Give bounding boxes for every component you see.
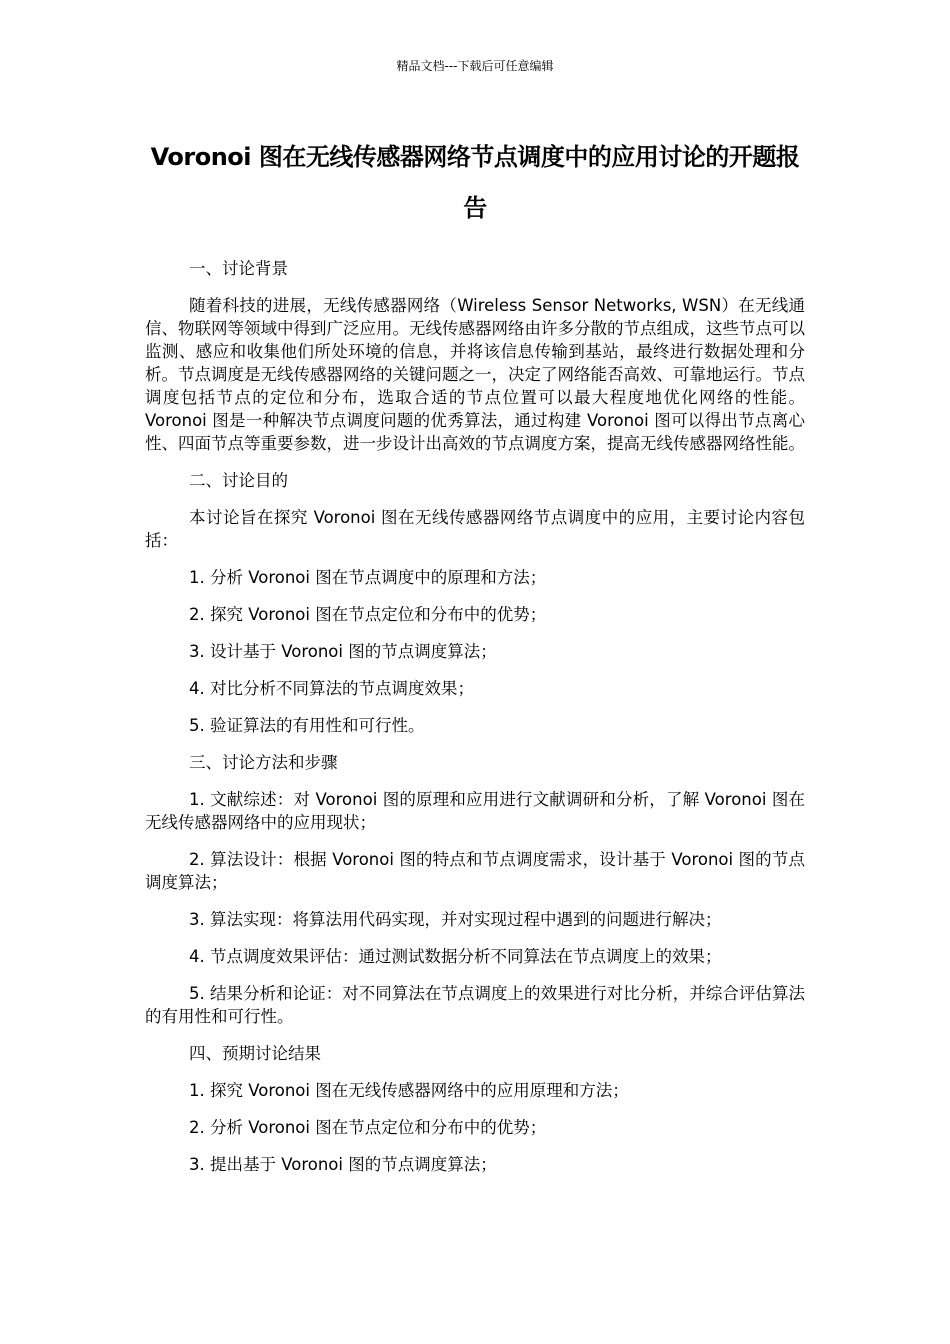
purpose-item: 4. 对比分析不同算法的节点调度效果；	[189, 679, 474, 698]
section-heading-background: 一、讨论背景	[189, 259, 288, 278]
results-item: 1. 探究 Voronoi 图在无线传感器网络中的应用原理和方法；	[189, 1081, 629, 1100]
method-item: 2. 算法设计：根据 Voronoi 图的特点和节点调度需求，设计基于 Voronoi 图的节点调度算法；	[145, 850, 805, 892]
method-item: 1. 文献综述：对 Voronoi 图的原理和应用进行文献调研和分析，了解 Voronoi 图在无线传感器网络中的应用现状；	[145, 790, 805, 832]
method-item: 3. 算法实现：将算法用代码实现，并对实现过程中遇到的问题进行解决；	[189, 910, 722, 929]
section-heading-method: 三、讨论方法和步骤	[189, 753, 338, 772]
section-heading-purpose: 二、讨论目的	[189, 471, 288, 490]
paragraph-purpose-intro: 本讨论旨在探究 Voronoi 图在无线传感器网络节点调度中的应用，主要讨论内容包括：	[145, 508, 805, 550]
method-item: 4. 节点调度效果评估：通过测试数据分析不同算法在节点调度上的效果；	[189, 947, 722, 966]
paragraph-background: 随着科技的进展，无线传感器网络（Wireless Sensor Networks, WSN）在无线通信、物联网等领域中得到广泛应用。无线传感器网络由许多分散的节点组成，这些节点可以监测、感应和收集他们所处环境的信息，并将该信息传输到基站，最终进行数据处理和分析。节点调度是无线传感器网络的关键问题之一，决定了网络能否高效、可靠地运行。节点调度包括节点的定位和分布，选取合适的节点位置可以最大程度地优化网络的性能。Voronoi 图是一种解决节点调度问题的优秀算法，通过构建 Voronoi 图可以得出节点离心性、四面节点等重要参数，进一步设计出高效的节点调度方案，提高无线传感器网络性能。	[145, 296, 805, 453]
purpose-item: 5. 验证算法的有用性和可行性。	[189, 716, 425, 735]
purpose-item: 2. 探究 Voronoi 图在节点定位和分布中的优势；	[189, 605, 547, 624]
method-item: 5. 结果分析和论证：对不同算法在节点调度上的效果进行对比分析，并综合评估算法的有用性和可行性。	[145, 984, 805, 1026]
results-item: 3. 提出基于 Voronoi 图的节点调度算法；	[189, 1155, 497, 1174]
document-body	[145, 257, 805, 1190]
page-header-note: 精品文档---下载后可任意编辑	[396, 59, 554, 73]
purpose-item: 1. 分析 Voronoi 图在节点调度中的原理和方法；	[189, 568, 547, 587]
purpose-item: 3. 设计基于 Voronoi 图的节点调度算法；	[189, 642, 497, 661]
results-item: 2. 分析 Voronoi 图在节点定位和分布中的优势；	[189, 1118, 547, 1137]
section-heading-results: 四、预期讨论结果	[189, 1044, 321, 1063]
document-title: Voronoi 图在无线传感器网络节点调度中的应用讨论的开题报告	[150, 143, 800, 222]
